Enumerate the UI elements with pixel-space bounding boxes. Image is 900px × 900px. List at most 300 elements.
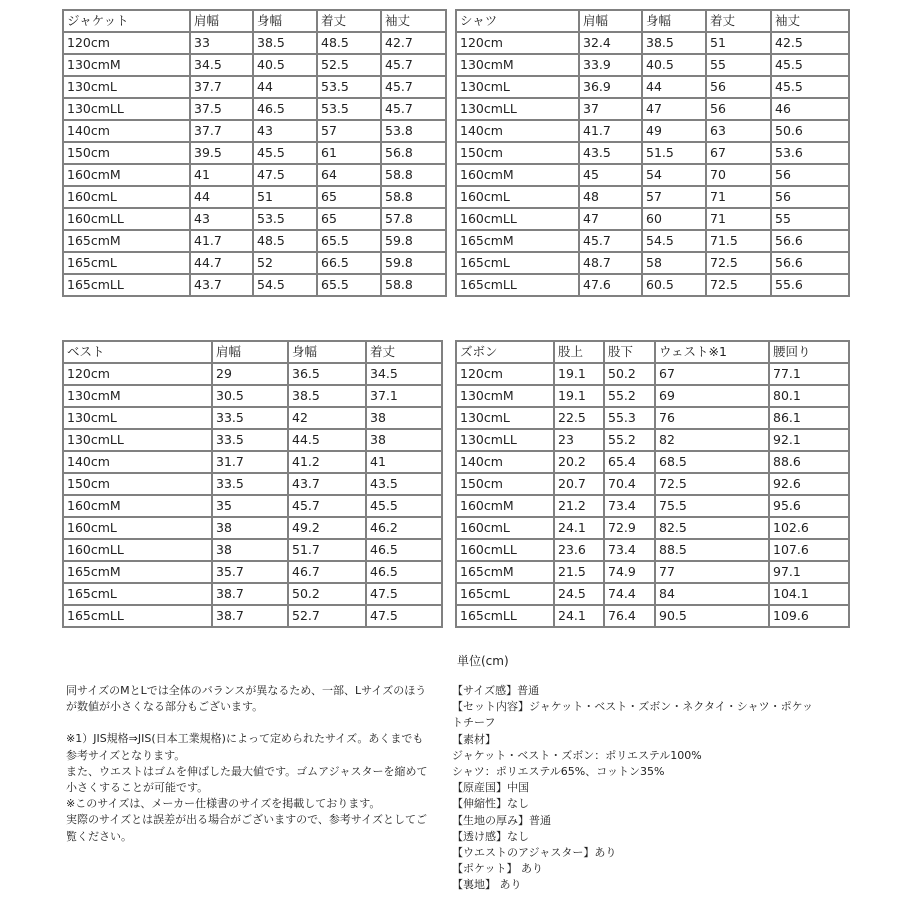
column-header: 着丈	[366, 341, 442, 363]
measurement-cell: 52	[253, 252, 317, 274]
table-row	[63, 32, 446, 54]
table-row	[456, 76, 849, 98]
column-header: ベスト	[63, 341, 212, 363]
table-row	[456, 451, 849, 473]
measurement-cell: 53.5	[253, 208, 317, 230]
measurement-cell: 44	[190, 186, 253, 208]
measurement-cell: 102.6	[769, 517, 849, 539]
measurement-cell: 20.2	[554, 451, 604, 473]
measurement-cell: 54.5	[253, 274, 317, 296]
measurement-cell: 37.5	[190, 98, 253, 120]
measurement-cell: 56	[771, 164, 849, 186]
column-header: 肩幅	[579, 10, 642, 32]
table-row	[456, 473, 849, 495]
measurement-cell: 50.2	[604, 363, 655, 385]
measurement-cell: 23.6	[554, 539, 604, 561]
measurement-cell: 41.2	[288, 451, 366, 473]
size-label-cell: 140cm	[63, 120, 190, 142]
measurement-cell: 47.5	[366, 583, 442, 605]
measurement-cell: 45.5	[771, 76, 849, 98]
measurement-cell: 47.5	[366, 605, 442, 627]
measurement-cell: 55.3	[604, 407, 655, 429]
measurement-cell: 58.8	[381, 274, 446, 296]
measurement-cell: 44.5	[288, 429, 366, 451]
pants-size-table	[455, 340, 850, 628]
measurement-cell: 61	[317, 142, 381, 164]
note-line: ※このサイズは、メーカー仕様書のサイズを掲載しております。	[66, 797, 381, 811]
measurement-cell: 68.5	[655, 451, 769, 473]
size-label-cell: 130cmL	[63, 76, 190, 98]
table-header-row	[456, 10, 849, 32]
size-label-cell: 150cm	[456, 142, 579, 164]
column-header: ウェスト※1	[655, 341, 769, 363]
table-row	[456, 186, 849, 208]
column-header: 肩幅	[212, 341, 288, 363]
size-label-cell: 160cmM	[63, 164, 190, 186]
measurement-cell: 72.5	[706, 252, 771, 274]
measurement-cell: 46.5	[253, 98, 317, 120]
table-row	[63, 583, 442, 605]
measurement-cell: 36.5	[288, 363, 366, 385]
measurement-cell: 51.5	[642, 142, 706, 164]
measurement-cell: 82	[655, 429, 769, 451]
measurement-cell: 33.5	[212, 407, 288, 429]
measurement-cell: 38	[366, 407, 442, 429]
table-row	[63, 473, 442, 495]
measurement-cell: 38.7	[212, 583, 288, 605]
measurement-cell: 46.2	[366, 517, 442, 539]
table-row	[456, 495, 849, 517]
measurement-cell: 41	[366, 451, 442, 473]
table-row	[63, 517, 442, 539]
table-row	[63, 208, 446, 230]
measurement-cell: 43.5	[366, 473, 442, 495]
measurement-cell: 48.7	[579, 252, 642, 274]
size-label-cell: 165cmLL	[63, 605, 212, 627]
measurement-cell: 33.9	[579, 54, 642, 76]
measurement-cell: 71	[706, 186, 771, 208]
column-header: 袖丈	[771, 10, 849, 32]
size-label-cell: 160cmL	[456, 186, 579, 208]
measurement-cell: 55.6	[771, 274, 849, 296]
measurement-cell: 60.5	[642, 274, 706, 296]
table-row	[456, 54, 849, 76]
size-label-cell: 130cmM	[63, 385, 212, 407]
measurement-cell: 43.7	[288, 473, 366, 495]
measurement-cell: 24.1	[554, 517, 604, 539]
measurement-cell: 55.2	[604, 429, 655, 451]
table-row	[456, 164, 849, 186]
table-row	[63, 120, 446, 142]
measurement-cell: 23	[554, 429, 604, 451]
measurement-cell: 35	[212, 495, 288, 517]
jacket-size-table	[62, 9, 447, 297]
measurement-cell: 21.2	[554, 495, 604, 517]
table-row	[456, 561, 849, 583]
table-row	[456, 429, 849, 451]
measurement-cell: 43.7	[190, 274, 253, 296]
table-row	[63, 252, 446, 274]
measurement-cell: 65.5	[317, 274, 381, 296]
table-row	[456, 274, 849, 296]
column-header: 着丈	[317, 10, 381, 32]
measurement-cell: 54	[642, 164, 706, 186]
measurement-cell: 64	[317, 164, 381, 186]
measurement-cell: 45.5	[253, 142, 317, 164]
size-label-cell: 160cmM	[456, 495, 554, 517]
measurement-cell: 56	[706, 98, 771, 120]
shirt-size-table	[455, 9, 850, 297]
measurement-cell: 19.1	[554, 363, 604, 385]
product-spec-list	[452, 683, 832, 894]
column-header: シャツ	[456, 10, 579, 32]
table-row	[456, 363, 849, 385]
spec-material-shirt: シャツ：ポリエステル65%、コットン35%	[452, 765, 665, 779]
size-label-cell: 140cm	[456, 120, 579, 142]
note-line: 覧ください。	[66, 829, 132, 843]
measurement-cell: 48.5	[317, 32, 381, 54]
note-line: また、ウエストはゴムを伸ばした最大値です。ゴムアジャスターを縮めて	[66, 764, 428, 778]
size-label-cell: 165cmL	[63, 252, 190, 274]
notes-paragraph-2	[66, 731, 436, 844]
measurement-cell: 45.7	[381, 98, 446, 120]
measurement-cell: 49	[642, 120, 706, 142]
table-row	[456, 142, 849, 164]
measurement-cell: 46	[771, 98, 849, 120]
measurement-cell: 77.1	[769, 363, 849, 385]
size-label-cell: 165cmL	[63, 583, 212, 605]
measurement-cell: 38.5	[642, 32, 706, 54]
measurement-cell: 107.6	[769, 539, 849, 561]
note-line: ※1）JIS規格⇒JIS(日本工業規格)によって定められたサイズ。あくまでも	[66, 732, 424, 746]
table-header-row	[63, 10, 446, 32]
measurement-cell: 43	[253, 120, 317, 142]
measurement-cell: 20.7	[554, 473, 604, 495]
measurement-cell: 32.4	[579, 32, 642, 54]
note-line: 参考サイズとなります。	[66, 748, 186, 762]
size-label-cell: 130cmL	[456, 76, 579, 98]
size-label-cell: 165cmM	[456, 230, 579, 252]
size-label-cell: 130cmLL	[456, 429, 554, 451]
size-label-cell: 140cm	[63, 451, 212, 473]
measurement-cell: 36.9	[579, 76, 642, 98]
size-label-cell: 165cmM	[63, 230, 190, 252]
column-header: 身幅	[288, 341, 366, 363]
measurement-cell: 51	[253, 186, 317, 208]
measurement-cell: 57	[317, 120, 381, 142]
size-label-cell: 130cmLL	[63, 429, 212, 451]
measurement-cell: 24.5	[554, 583, 604, 605]
table-row	[63, 76, 446, 98]
measurement-cell: 53.6	[771, 142, 849, 164]
size-label-cell: 130cmLL	[456, 98, 579, 120]
measurement-cell: 63	[706, 120, 771, 142]
table-row	[456, 252, 849, 274]
size-label-cell: 160cmM	[63, 495, 212, 517]
measurement-cell: 47.5	[253, 164, 317, 186]
column-header: ジャケット	[63, 10, 190, 32]
measurement-cell: 65.4	[604, 451, 655, 473]
size-label-cell: 140cm	[456, 451, 554, 473]
note-line: 小さくすることが可能です。	[66, 781, 209, 795]
size-label-cell: 150cm	[456, 473, 554, 495]
table-row	[456, 517, 849, 539]
measurement-cell: 66.5	[317, 252, 381, 274]
measurement-cell: 31.7	[212, 451, 288, 473]
measurement-cell: 45.7	[288, 495, 366, 517]
measurement-cell: 58	[642, 252, 706, 274]
measurement-cell: 38	[212, 517, 288, 539]
table-row	[63, 98, 446, 120]
measurement-cell: 75.5	[655, 495, 769, 517]
measurement-cell: 50.6	[771, 120, 849, 142]
measurement-cell: 34.5	[190, 54, 253, 76]
size-label-cell: 130cmL	[63, 407, 212, 429]
measurement-cell: 74.9	[604, 561, 655, 583]
size-label-cell: 120cm	[63, 363, 212, 385]
measurement-cell: 29	[212, 363, 288, 385]
column-header: 股下	[604, 341, 655, 363]
spec-stretch: 【伸縮性】なし	[452, 797, 529, 811]
measurement-cell: 56.6	[771, 252, 849, 274]
size-label-cell: 120cm	[63, 32, 190, 54]
table-row	[63, 54, 446, 76]
size-label-cell: 160cmLL	[63, 539, 212, 561]
measurement-cell: 74.4	[604, 583, 655, 605]
table-row	[63, 605, 442, 627]
measurement-cell: 82.5	[655, 517, 769, 539]
size-label-cell: 160cmL	[456, 517, 554, 539]
measurement-cell: 104.1	[769, 583, 849, 605]
measurement-cell: 47	[579, 208, 642, 230]
measurement-cell: 51	[706, 32, 771, 54]
measurement-cell: 71.5	[706, 230, 771, 252]
measurement-cell: 38.5	[288, 385, 366, 407]
measurement-cell: 72.9	[604, 517, 655, 539]
table-row	[456, 98, 849, 120]
measurement-cell: 34.5	[366, 363, 442, 385]
spec-thickness: 【生地の厚み】普通	[452, 813, 551, 827]
note-line: 実際のサイズとは誤差が出る場合がございますので、参考サイズとしてご	[66, 813, 428, 827]
measurement-cell: 37.7	[190, 76, 253, 98]
measurement-cell: 53.5	[317, 98, 381, 120]
measurement-cell: 76	[655, 407, 769, 429]
table-row	[63, 363, 442, 385]
size-label-cell: 160cmLL	[456, 539, 554, 561]
measurement-cell: 30.5	[212, 385, 288, 407]
measurement-cell: 49.2	[288, 517, 366, 539]
measurement-cell: 109.6	[769, 605, 849, 627]
measurement-cell: 52.7	[288, 605, 366, 627]
measurement-cell: 33.5	[212, 429, 288, 451]
measurement-cell: 60	[642, 208, 706, 230]
size-label-cell: 160cmLL	[456, 208, 579, 230]
table-header-row	[63, 341, 442, 363]
table-row	[63, 407, 442, 429]
measurement-cell: 70	[706, 164, 771, 186]
measurement-cell: 38.5	[253, 32, 317, 54]
table-row	[63, 539, 442, 561]
size-label-cell: 130cmL	[456, 407, 554, 429]
measurement-cell: 57.8	[381, 208, 446, 230]
measurement-cell: 21.5	[554, 561, 604, 583]
size-label-cell: 165cmL	[456, 583, 554, 605]
measurement-cell: 55	[771, 208, 849, 230]
measurement-cell: 44.7	[190, 252, 253, 274]
measurement-cell: 88.6	[769, 451, 849, 473]
size-label-cell: 165cmLL	[456, 274, 579, 296]
measurement-cell: 45.7	[381, 54, 446, 76]
unit-label: 単位(cm)	[457, 654, 509, 668]
measurement-cell: 37	[579, 98, 642, 120]
size-label-cell: 120cm	[456, 363, 554, 385]
size-label-cell: 165cmLL	[63, 274, 190, 296]
column-header: ズボン	[456, 341, 554, 363]
table-row	[456, 407, 849, 429]
spec-set-contents-cont: トチーフ	[452, 716, 496, 730]
measurement-cell: 44	[253, 76, 317, 98]
measurement-cell: 41	[190, 164, 253, 186]
size-label-cell: 160cmM	[456, 164, 579, 186]
measurement-cell: 48.5	[253, 230, 317, 252]
measurement-cell: 56	[706, 76, 771, 98]
table-row	[63, 274, 446, 296]
measurement-cell: 55.2	[604, 385, 655, 407]
measurement-cell: 72.5	[655, 473, 769, 495]
spec-material-heading: 【素材】	[452, 732, 496, 746]
measurement-cell: 41.7	[579, 120, 642, 142]
size-label-cell: 165cmM	[63, 561, 212, 583]
measurement-cell: 33	[190, 32, 253, 54]
measurement-cell: 45.7	[381, 76, 446, 98]
measurement-cell: 55	[706, 54, 771, 76]
measurement-cell: 58.8	[381, 164, 446, 186]
table-row	[63, 495, 442, 517]
column-header: 着丈	[706, 10, 771, 32]
measurement-cell: 69	[655, 385, 769, 407]
measurement-cell: 39.5	[190, 142, 253, 164]
measurement-cell: 24.1	[554, 605, 604, 627]
measurement-cell: 53.5	[317, 76, 381, 98]
table-row	[456, 385, 849, 407]
measurement-cell: 35.7	[212, 561, 288, 583]
measurement-cell: 76.4	[604, 605, 655, 627]
measurement-cell: 59.8	[381, 252, 446, 274]
measurement-cell: 54.5	[642, 230, 706, 252]
measurement-cell: 22.5	[554, 407, 604, 429]
measurement-cell: 42.7	[381, 32, 446, 54]
measurement-cell: 42.5	[771, 32, 849, 54]
measurement-cell: 73.4	[604, 539, 655, 561]
measurement-cell: 51.7	[288, 539, 366, 561]
column-header: 肩幅	[190, 10, 253, 32]
table-row	[456, 605, 849, 627]
measurement-cell: 53.8	[381, 120, 446, 142]
measurement-cell: 41.7	[190, 230, 253, 252]
size-label-cell: 165cmL	[456, 252, 579, 274]
measurement-cell: 40.5	[642, 54, 706, 76]
measurement-cell: 56.6	[771, 230, 849, 252]
table-row	[456, 208, 849, 230]
measurement-cell: 84	[655, 583, 769, 605]
measurement-cell: 40.5	[253, 54, 317, 76]
table-row	[63, 385, 442, 407]
column-header: 身幅	[253, 10, 317, 32]
measurement-cell: 95.6	[769, 495, 849, 517]
table-row	[456, 32, 849, 54]
size-label-cell: 130cmM	[456, 385, 554, 407]
column-header: 股上	[554, 341, 604, 363]
column-header: 身幅	[642, 10, 706, 32]
measurement-cell: 44	[642, 76, 706, 98]
measurement-cell: 33.5	[212, 473, 288, 495]
table-row	[456, 539, 849, 561]
measurement-cell: 97.1	[769, 561, 849, 583]
measurement-cell: 90.5	[655, 605, 769, 627]
measurement-cell: 46.5	[366, 561, 442, 583]
table-row	[63, 164, 446, 186]
measurement-cell: 46.5	[366, 539, 442, 561]
table-row	[63, 561, 442, 583]
size-label-cell: 130cmLL	[63, 98, 190, 120]
measurement-cell: 71	[706, 208, 771, 230]
column-header: 袖丈	[381, 10, 446, 32]
measurement-cell: 47	[642, 98, 706, 120]
measurement-cell: 48	[579, 186, 642, 208]
size-label-cell: 130cmM	[63, 54, 190, 76]
spec-lining: 【裏地】 あり	[452, 878, 522, 892]
table-row	[63, 142, 446, 164]
notes-paragraph-1	[66, 683, 436, 715]
measurement-cell: 42	[288, 407, 366, 429]
measurement-cell: 37.7	[190, 120, 253, 142]
measurement-cell: 52.5	[317, 54, 381, 76]
vest-size-table	[62, 340, 443, 628]
measurement-cell: 47.6	[579, 274, 642, 296]
spec-set-contents: 【セット内容】ジャケット・ベスト・ズボン・ネクタイ・シャツ・ポケッ	[452, 700, 814, 714]
measurement-cell: 70.4	[604, 473, 655, 495]
measurement-cell: 92.6	[769, 473, 849, 495]
column-header: 腰回り	[769, 341, 849, 363]
measurement-cell: 65	[317, 186, 381, 208]
measurement-cell: 38.7	[212, 605, 288, 627]
measurement-cell: 77	[655, 561, 769, 583]
measurement-cell: 45.5	[366, 495, 442, 517]
measurement-cell: 59.8	[381, 230, 446, 252]
note-line: が数値が小さくなる部分もございます。	[66, 700, 264, 714]
measurement-cell: 56	[771, 186, 849, 208]
table-row	[456, 583, 849, 605]
measurement-cell: 65	[317, 208, 381, 230]
size-label-cell: 150cm	[63, 473, 212, 495]
measurement-cell: 88.5	[655, 539, 769, 561]
measurement-cell: 50.2	[288, 583, 366, 605]
size-label-cell: 150cm	[63, 142, 190, 164]
table-row	[63, 451, 442, 473]
spec-material-suit: ジャケット・ベスト・ズボン：ポリエステル100%	[452, 748, 702, 762]
measurement-cell: 57	[642, 186, 706, 208]
note-line: 同サイズのMとLでは全体のバランスが異なるため、一部、Lサイズのほう	[66, 684, 427, 697]
measurement-cell: 58.8	[381, 186, 446, 208]
measurement-cell: 38	[212, 539, 288, 561]
table-row	[63, 429, 442, 451]
measurement-cell: 38	[366, 429, 442, 451]
size-label-cell: 160cmL	[63, 186, 190, 208]
table-row	[63, 186, 446, 208]
measurement-cell: 45.7	[579, 230, 642, 252]
table-row	[63, 230, 446, 252]
measurement-cell: 56.8	[381, 142, 446, 164]
